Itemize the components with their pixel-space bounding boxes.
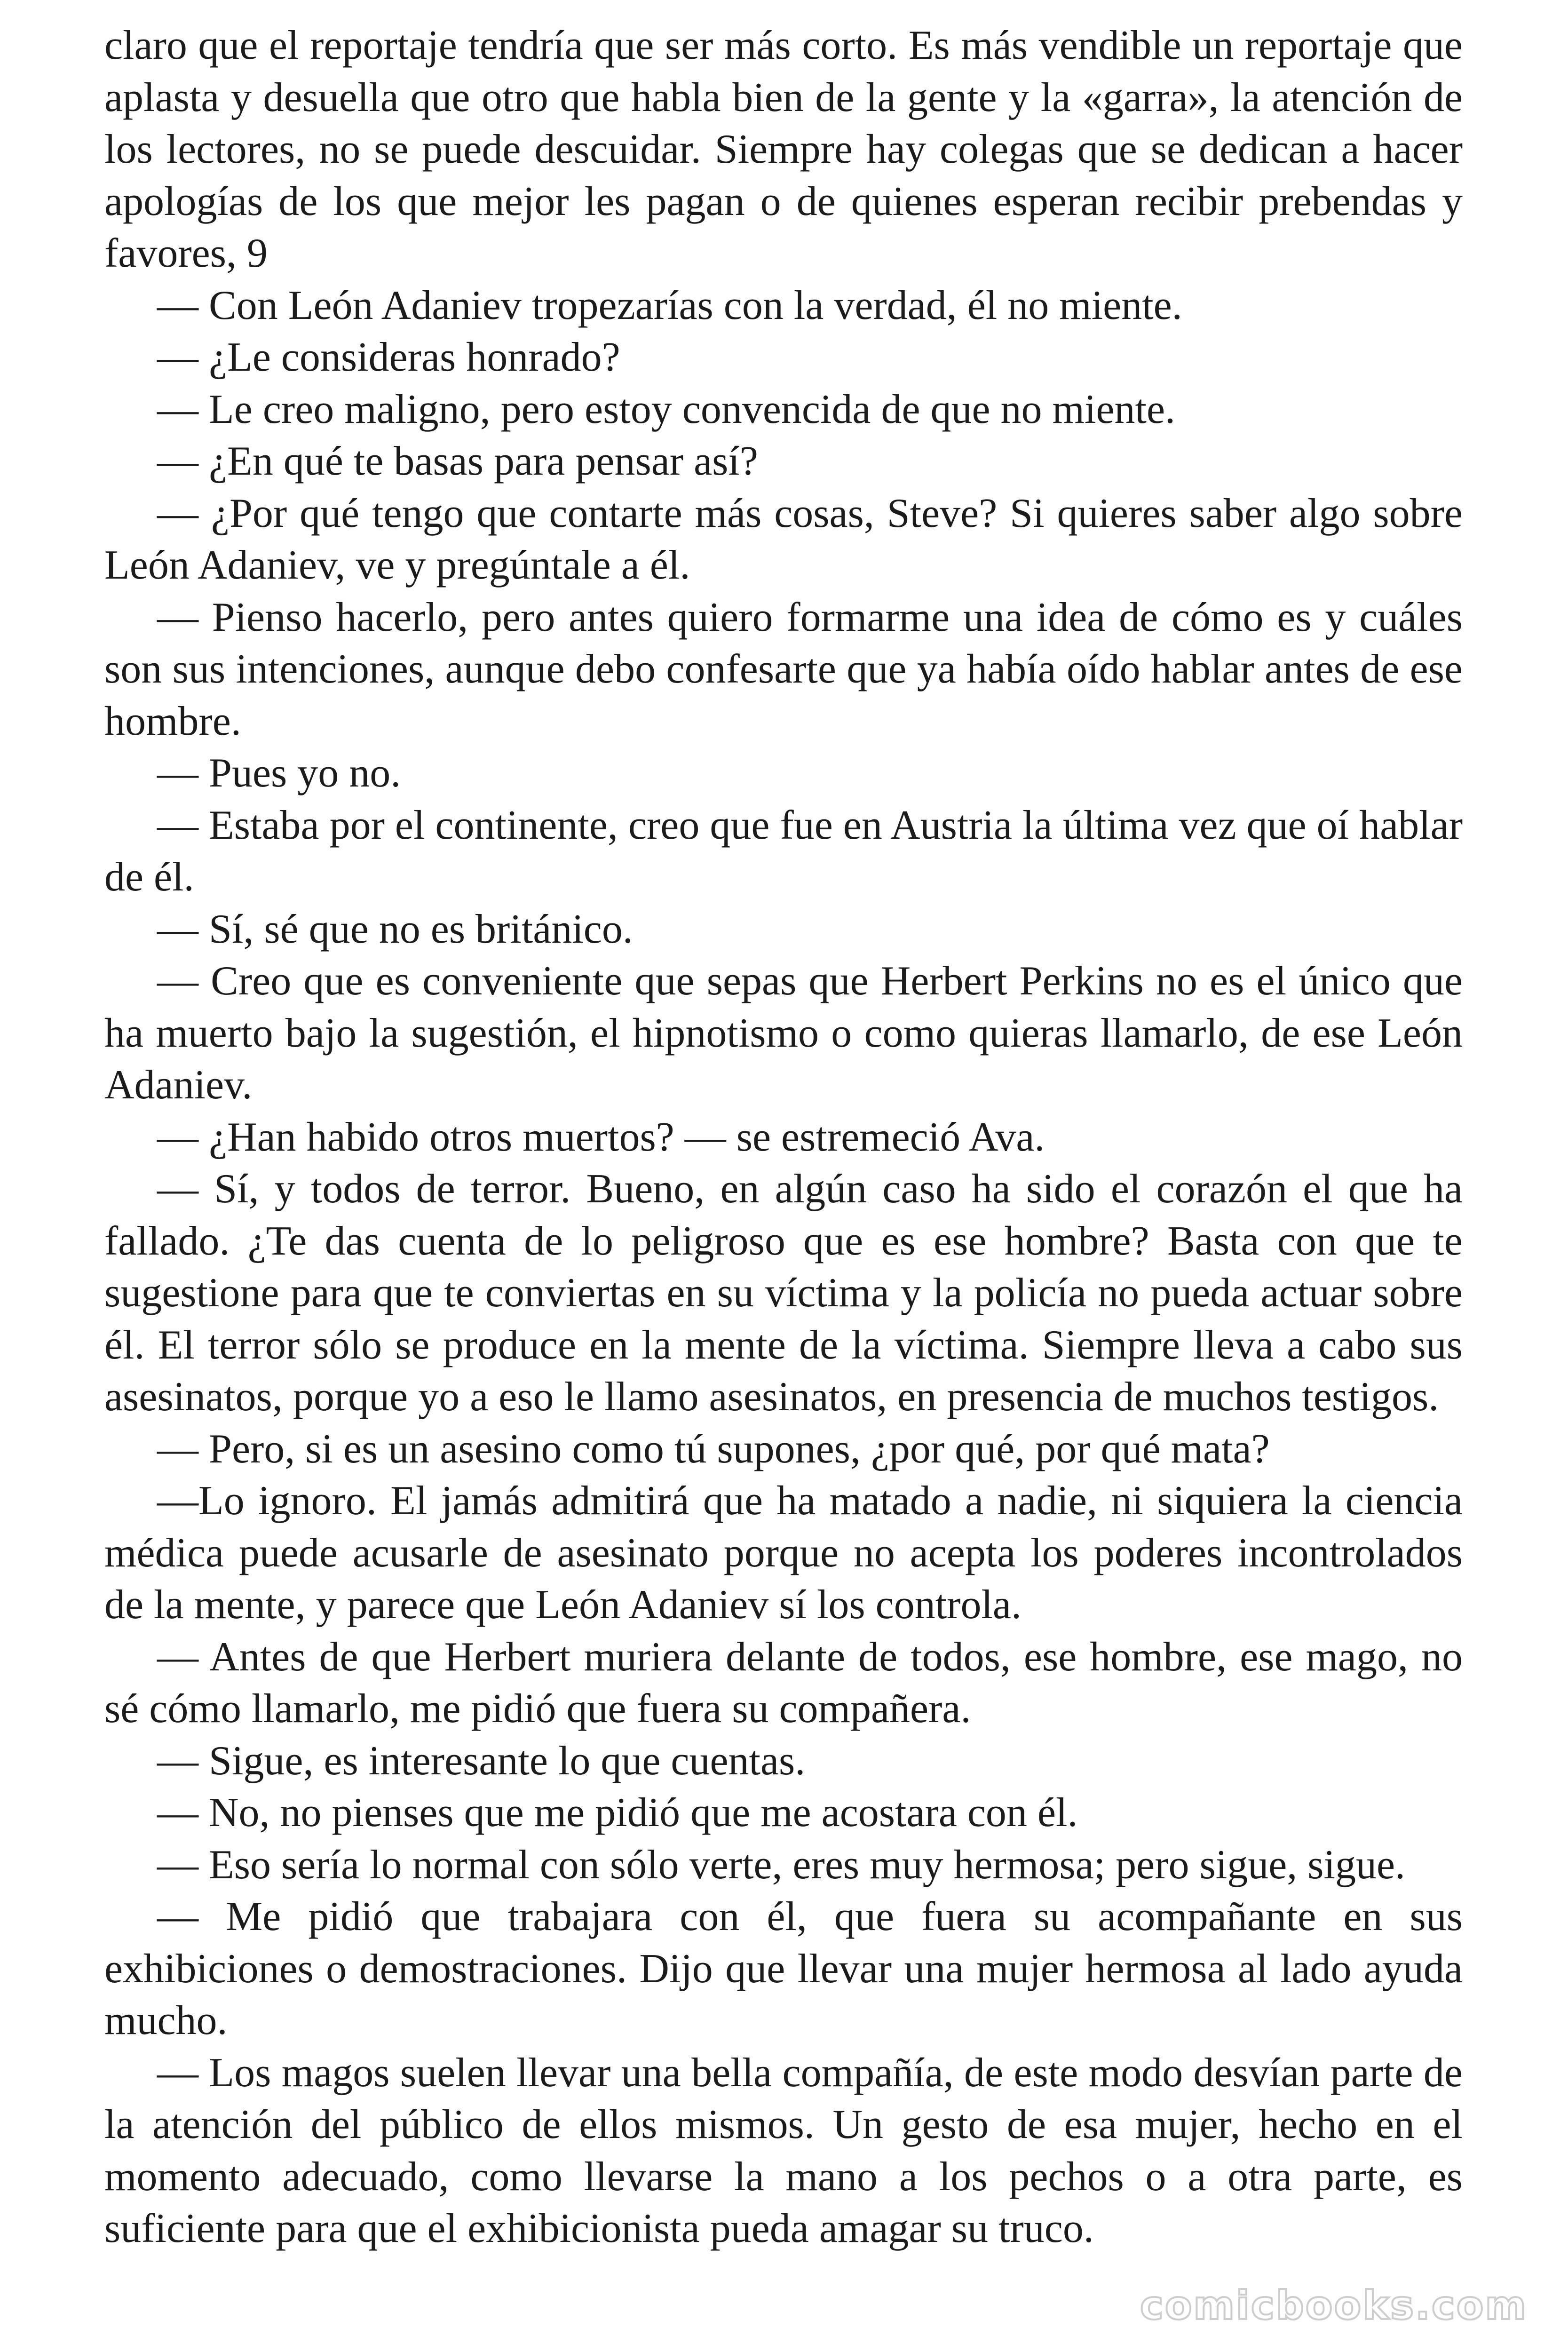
paragraph-10: — Sí, sé que no es británico.: [157, 906, 633, 952]
paragraph-19: — Eso sería lo normal con sólo verte, eres muy hermosa; pero sigue, sigue.: [157, 1842, 1406, 1888]
paragraph-16: — Antes de que Herbert muriera delante de todos, ese hombre, ese mago, no sé cómo llamarlo, me pidió que fuera su compañera.: [104, 1634, 1463, 1732]
paragraph-8: — Pues yo no.: [157, 750, 401, 796]
paragraph-4: — Le creo maligno, pero estoy convencida de que no miente.: [157, 386, 1176, 432]
paragraph-3: — ¿Le consideras honrado?: [157, 334, 620, 380]
page-body: [104, 20, 1463, 2255]
paragraph-13: — Sí, y todos de terror. Bueno, en algún caso ha sido el corazón el que ha fallado. ¿Te das cuenta de lo peligroso que es ese hombre? Basta con que te sugestione para que te conviertas en su víctima y la policía no pueda actuar sobre él. El terror sólo se produce en la mente de la víctima. Siempre lleva a cabo sus asesinatos, porque yo a eso le llamo asesinatos, en presencia de muchos testigos.: [104, 1166, 1463, 1420]
paragraph-5: — ¿En qué te basas para pensar así?: [157, 438, 758, 484]
paragraph-9: — Estaba por el continente, creo que fue en Austria la última vez que oí hablar de él.: [104, 802, 1463, 900]
paragraph-15: —Lo ignoro. El jamás admitirá que ha matado a nadie, ni siquiera la ciencia médica puede acusarle de asesinato porque no acepta los poderes incontrolados de la mente, y parece que León Adaniev sí los controla.: [104, 1478, 1463, 1628]
site-watermark: comicbooks.com: [1140, 2282, 1528, 2328]
paragraph-21: — Los magos suelen llevar una bella compañía, de este modo desvían parte de la atención del público de ellos mismos. Un gesto de esa mujer, hecho en el momento adecuado, como llevarse la mano a los pechos o a otra parte, es suficiente para que el exhibicionista pueda amagar su truco.: [104, 2050, 1463, 2251]
paragraph-11: — Creo que es conveniente que sepas que Herbert Perkins no es el único que ha muerto bajo la sugestión, el hipnotismo o como quieras llamarlo, de ese León Adaniev.: [104, 958, 1463, 1108]
paragraph-14: — Pero, si es un asesino como tú supones, ¿por qué, por qué mata?: [157, 1426, 1270, 1472]
paragraph-1: claro que el reportaje tendría que ser más corto. Es más vendible un reportaje que aplasta y desuella que otro que habla bien de la gente y la «garra», la atención de los lectores, no se puede descuidar. Siempre hay colegas que se dedican a hacer apologías de los que mejor les pagan o de quienes esperan recibir prebendas y favores, 9: [104, 23, 1463, 276]
paragraph-12: — ¿Han habido otros muertos? — se estremeció Ava.: [157, 1114, 1045, 1160]
paragraph-7: — Pienso hacerlo, pero antes quiero formarme una idea de cómo es y cuáles son sus intenciones, aunque debo confesarte que ya había oído hablar antes de ese hombre.: [104, 594, 1463, 744]
paragraph-17: — Sigue, es interesante lo que cuentas.: [157, 1738, 806, 1784]
paragraph-20: — Me pidió que trabajara con él, que fuera su acompañante en sus exhibiciones o demostraciones. Dijo que llevar una mujer hermosa al lado ayuda mucho.: [104, 1894, 1463, 2043]
paragraph-6: — ¿Por qué tengo que contarte más cosas, Steve? Si quieres saber algo sobre León Adaniev, ve y pregúntale a él.: [104, 490, 1463, 588]
paragraph-2: — Con León Adaniev tropezarías con la verdad, él no miente.: [157, 282, 1182, 328]
paragraph-18: — No, no pienses que me pidió que me acostara con él.: [157, 1790, 1078, 1836]
